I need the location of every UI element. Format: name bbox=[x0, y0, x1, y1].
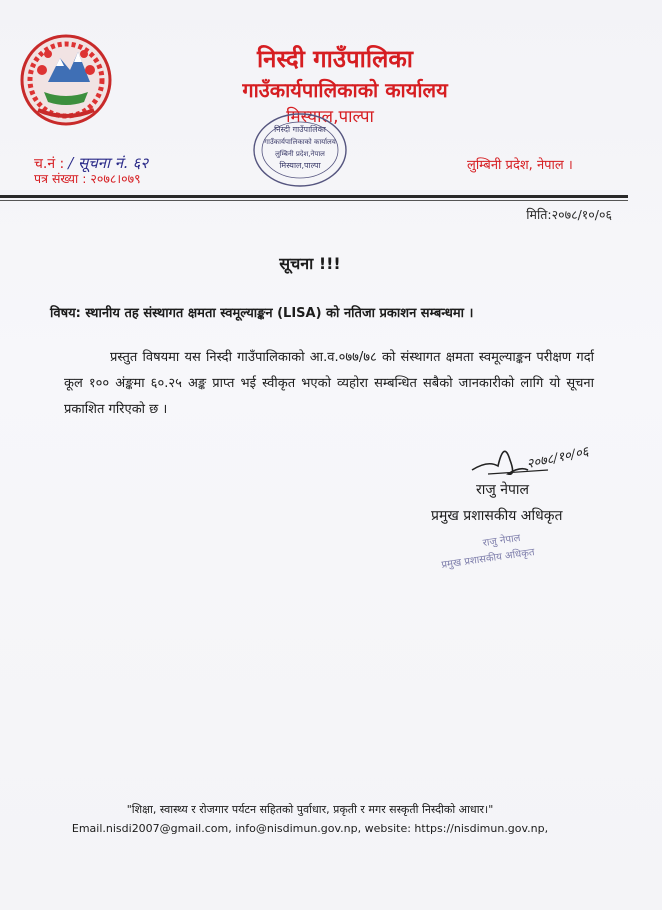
footer-contact: Email.nisdi2007@gmail.com, info@nisdimun.gov.np, website: https://nisdimun.gov.np, bbox=[71, 822, 549, 835]
header-divider-thin bbox=[0, 200, 628, 201]
svg-text:गाउँकार्यपालिकाको कार्यालय: गाउँकार्यपालिकाको कार्यालय bbox=[264, 138, 336, 146]
stamp-name: राजु नेपाल bbox=[482, 532, 522, 550]
letter-date: मिति:२०७८/१०/०६ bbox=[526, 207, 612, 222]
notice-body bbox=[64, 345, 594, 423]
svg-text:मिस्याल,पाल्पा: मिस्याल,पाल्पा bbox=[279, 161, 321, 170]
signatory-stamp bbox=[438, 515, 603, 583]
signatory-name: राजु नेपाल bbox=[476, 482, 530, 498]
office-name: गाउँकार्यपालिकाको कार्यालय bbox=[242, 78, 448, 102]
stamp-designation: प्रमुख प्रशासकीय अधिकृत bbox=[440, 547, 536, 572]
header-divider bbox=[0, 195, 628, 198]
nepal-emblem-icon bbox=[18, 30, 114, 126]
notice-subject: विषय: स्थानीय तह संस्थागत क्षमता स्वमूल्याङ्कन (LISA) को नतिजा प्रकाशन सम्बन्धमा । bbox=[50, 306, 474, 321]
letter-number: पत्र संख्या : २०७८।०७९ bbox=[34, 171, 141, 186]
footer-motto: "शिक्षा, स्वास्थ्य र रोजगार पर्यटन सहितको पुर्वाधार, प्रकृती र मगर सस्कृती निस्दीको आधार।" bbox=[126, 803, 494, 816]
province-address: लुम्बिनी प्रदेश, नेपाल । bbox=[467, 158, 573, 173]
office-seal-stamp bbox=[250, 110, 350, 190]
svg-text:२०७८/१०/०६: २०७८/१०/०६ bbox=[525, 444, 591, 473]
office-location: मिस्याल,पाल्पा bbox=[286, 107, 374, 127]
cn-value: / सूचना नं. ६२ bbox=[68, 154, 149, 172]
municipality-name: निस्दी गाउँपालिका bbox=[256, 45, 414, 73]
signatory-designation: प्रमुख प्रशासकीय अधिकृत bbox=[431, 508, 563, 524]
svg-text:लुम्बिनी प्रदेश,नेपाल: लुम्बिनी प्रदेश,नेपाल bbox=[275, 150, 325, 158]
cn-label: च.नं : bbox=[34, 156, 65, 172]
notice-heading: सूचना !!! bbox=[279, 254, 341, 273]
notice-body-text: प्रस्तुत विषयमा यस निस्दी गाउँपालिकाको आ.व.०७७/७८ को संस्थागत क्षमता स्वमूल्याङ्कन परीक्षण गर्दा कूल १०० अंङ्कमा ६०.२५ अङ्क प्राप्त भई स्वीकृत भएको व्यहोरा सम्बन्धित सबैको जानकारीको लागि यो सूचना प्रकाशित गरिएको छ । bbox=[64, 350, 594, 417]
svg-text:निस्दी गाउँपालिका: निस्दी गाउँपालिका bbox=[274, 125, 326, 134]
